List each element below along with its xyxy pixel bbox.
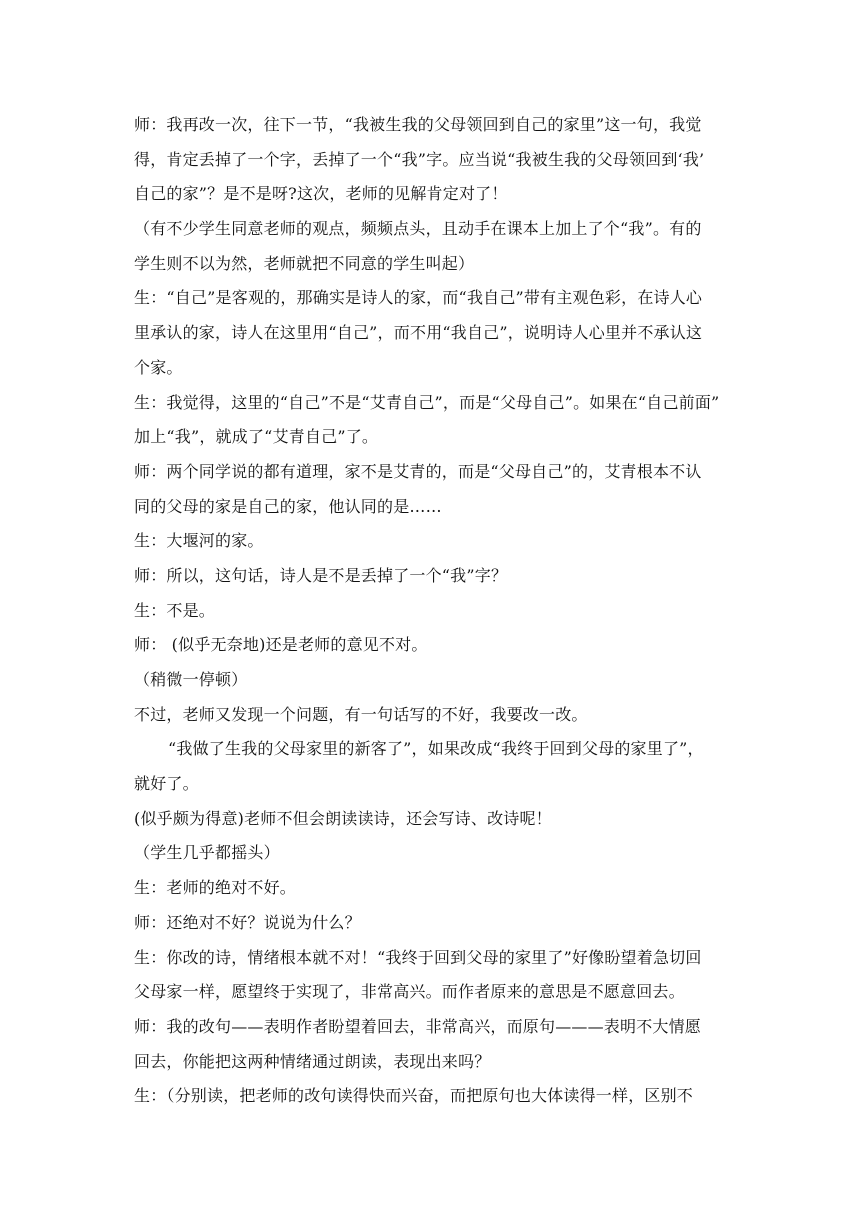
- text-line: 生：我觉得，这里的“自己”不是“艾青自己”，而是“父母自己”。如果在“自己前面”: [134, 392, 720, 412]
- text-line: 师： (似乎无奈地)还是老师的意见不对。: [134, 635, 428, 655]
- text-line: 师：还绝对不好？说说为什么？: [134, 912, 361, 932]
- text-line: （有不少学生同意老师的观点，频频点头，且动手在课本上加上了个“我”。有的: [134, 219, 702, 239]
- text-line: 师：两个同学说的都有道理，家不是艾青的，而是“父母自己”的，艾青根本不认: [134, 461, 702, 481]
- text-line: 父母家一样，愿望终于实现了，非常高兴。而作者原来的意思是不愿意回去。: [134, 982, 685, 1002]
- text-line: 学生则不以为然，老师就把不同意的学生叫起）: [134, 253, 475, 273]
- text-line: 师：我的改句——表明作者盼望着回去，非常高兴，而原句———表明不大情愿: [134, 1016, 702, 1036]
- text-line: 生：（分别读，把老师的改句读得快而兴奋，而把原句也大体读得一样，区别不: [134, 1086, 694, 1106]
- document-body: [134, 108, 734, 1114]
- text-line: 加上“我”，就成了“艾青自己”了。: [134, 427, 379, 447]
- text-line: (似乎颇为得意)老师不但会朗读读诗，还会写诗、改诗呢！: [134, 808, 552, 828]
- text-line: 生：老师的绝对不好。: [134, 878, 297, 898]
- text-line: 个家。: [134, 357, 183, 377]
- text-line: 生：你改的诗，情绪根本就不对！“我终于回到父母的家里了”好像盼望着急切回: [134, 947, 702, 967]
- text-line: 自己的家”？是不是呀?这次，老师的见解肯定对了！: [134, 184, 508, 204]
- text-line: （稍微一停顿）: [134, 670, 248, 689]
- text-line: 同的父母的家是自己的家，他认同的是……: [134, 496, 442, 516]
- text-line: 生：大堰河的家。: [134, 531, 264, 551]
- text-line: 得，肯定丢掉了一个字，丢掉了一个“我”字。应当说“我被生我的父母领回到‘我’: [134, 149, 705, 169]
- text-line: 不过，老师又发现一个问题，有一句话写的不好，我要改一改。: [134, 704, 588, 724]
- text-line: 里承认的家，诗人在这里用“自己”，而不用“我自己”，说明诗人心里并不承认这: [134, 323, 703, 343]
- text-line: 师：所以，这句话，诗人是不是丢掉了一个“我”字？: [134, 565, 508, 585]
- text-line: 师：我再改一次，往下一节，“我被生我的父母领回到自己的家里”这一句，我觉: [134, 115, 702, 134]
- text-line: 就好了。: [134, 774, 199, 794]
- text-line: 回去，你能把这两种情绪通过朗读，表现出来吗？: [134, 1051, 491, 1071]
- text-line: 生：“自己”是客观的，那确实是诗人的家，而“我自己”带有主观色彩，在诗人心: [134, 288, 703, 308]
- text-line: 生：不是。: [134, 600, 216, 620]
- text-line: （学生几乎都摇头）: [134, 843, 280, 863]
- text-line: “我做了生我的父母家里的新客了”，如果改成“我终于回到父母的家里了”，: [168, 739, 704, 759]
